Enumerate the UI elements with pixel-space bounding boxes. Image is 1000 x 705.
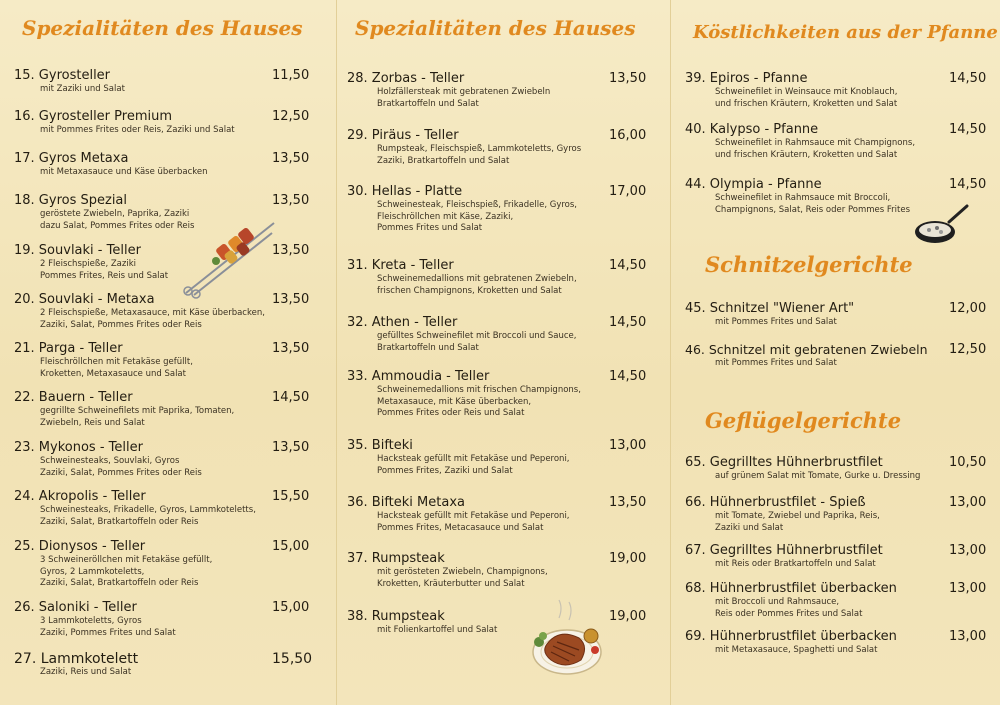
item-title: 66. Hühnerbrustfilet - Spieß	[685, 495, 866, 510]
menu-item-45	[685, 301, 990, 329]
item-price: 13,00	[949, 629, 987, 644]
item-title: 24. Akropolis - Teller	[14, 489, 146, 504]
menu-item-15	[14, 68, 314, 96]
item-title: 20. Souvlaki - Metaxa	[14, 292, 155, 307]
item-price: 13,00	[949, 543, 987, 558]
item-price: 19,00	[609, 609, 647, 624]
item-title: 39. Epiros - Pfanne	[685, 71, 808, 86]
menu-item-32	[347, 315, 652, 354]
item-description: Schweinefilet in Rahmsauce mit Champignons, und frischen Kräutern, Kroketten und Salat	[715, 138, 916, 160]
item-price: 14,50	[949, 122, 987, 137]
item-price: 13,00	[609, 438, 647, 453]
item-description: 3 Schweineröllchen mit Fetakäse gefüllt, Gyros, 2 Lammkoteletts, Zaziki, Salat, Bratkartoffeln oder Reis	[40, 555, 213, 588]
item-price: 12,50	[949, 342, 987, 357]
item-description: Holzfällersteak mit gebratenen Zwiebeln Bratkartoffeln und Salat	[377, 87, 551, 109]
menu-item-67	[685, 543, 990, 571]
item-title: 40. Kalypso - Pfanne	[685, 122, 819, 137]
item-price: 13,50	[272, 292, 310, 307]
item-description: 2 Fleischspieße, Metaxasauce, mit Käse überbacken, Zaziki, Salat, Pommes Frites oder Reis	[40, 308, 265, 330]
item-title: 23. Mykonos - Teller	[14, 440, 143, 455]
item-description: Schweinefilet in Rahmsauce mit Broccoli, Champignons, Salat, Reis oder Pommes Frites	[715, 193, 911, 215]
item-price: 17,00	[609, 184, 647, 199]
item-title: 46. Schnitzel mit gebratenen Zwiebeln	[685, 342, 928, 357]
item-description: Schweinemedallions mit frischen Champignons, Metaxasauce, mit Käse überbacken, Pommes Frites oder Reis und Salat	[377, 385, 581, 418]
item-price: 13,50	[272, 193, 310, 208]
item-description: mit Metaxasauce, Spaghetti und Salat	[715, 645, 878, 655]
section-heading-specialties: Spezialitäten des Hauses	[355, 16, 636, 40]
item-title: 16. Gyrosteller Premium	[14, 109, 172, 124]
item-title: 28. Zorbas - Teller	[347, 71, 465, 86]
item-description: mit Reis oder Bratkartoffeln und Salat	[715, 559, 876, 569]
item-price: 12,00	[949, 301, 987, 316]
menu-item-36	[347, 495, 652, 534]
item-description: mit Pommes Frites oder Reis, Zaziki und Salat	[40, 125, 235, 135]
item-price: 14,50	[609, 315, 647, 330]
steak-plate-illustration	[529, 598, 609, 680]
item-title: 31. Kreta - Teller	[347, 258, 454, 273]
item-price: 13,50	[609, 71, 647, 86]
section-heading-schnitzel: Schnitzelgerichte	[705, 252, 913, 277]
item-description: mit Broccoli und Rahmsauce, Reis oder Pommes Frites und Salat	[715, 597, 863, 619]
item-description: Schweinemedallions mit gebratenen Zwiebeln, frischen Champignons, Kroketten und Salat	[377, 274, 577, 296]
item-price: 16,00	[609, 128, 647, 143]
item-price: 13,50	[272, 151, 310, 166]
item-price: 13,50	[272, 341, 310, 356]
item-price: 13,00	[949, 495, 987, 510]
menu-item-17	[14, 151, 314, 179]
item-description: gefülltes Schweinefilet mit Broccoli und Sauce, Bratkartoffeln und Salat	[377, 331, 577, 353]
menu-item-66	[685, 495, 990, 534]
item-title: 29. Piräus - Teller	[347, 128, 459, 143]
menu-item-68	[685, 581, 990, 620]
item-price: 14,50	[609, 369, 647, 384]
item-title: 17. Gyros Metaxa	[14, 151, 129, 166]
item-title: 22. Bauern - Teller	[14, 390, 133, 405]
menu-item-69	[685, 629, 990, 657]
section-heading-pan-dishes: Köstlichkeiten aus der Pfanne	[693, 22, 998, 43]
item-price: 13,50	[272, 243, 310, 258]
item-title: 18. Gyros Spezial	[14, 193, 128, 208]
item-description: 3 Lammkoteletts, Gyros Zaziki, Pommes Frites und Salat	[40, 616, 176, 638]
item-title: 30. Hellas - Platte	[347, 184, 463, 199]
menu-item-29	[347, 128, 652, 167]
menu-column-left	[0, 0, 336, 705]
item-title: 19. Souvlaki - Teller	[14, 243, 141, 258]
item-price: 19,00	[609, 551, 647, 566]
item-title: 44. Olympia - Pfanne	[685, 177, 822, 192]
item-price: 10,50	[949, 455, 987, 470]
item-price: 15,50	[272, 489, 310, 504]
item-price: 14,50	[949, 71, 987, 86]
menu-item-26	[14, 600, 314, 639]
item-title: 67. Gegrilltes Hühnerbrustfilet	[685, 543, 883, 558]
item-title: 68. Hühnerbrustfilet überbacken	[685, 581, 897, 596]
item-description: gegrillte Schweinefilets mit Paprika, Tomaten, Zwiebeln, Reis und Salat	[40, 406, 235, 428]
item-description: mit Pommes Frites und Salat	[715, 358, 837, 368]
menu-item-22	[14, 390, 314, 429]
section-heading-poultry: Geflügelgerichte	[705, 408, 902, 433]
item-title: 69. Hühnerbrustfilet überbacken	[685, 629, 897, 644]
item-title: 27. Lammkotelett	[14, 651, 139, 667]
menu-column-right	[670, 0, 1000, 705]
menu-item-35	[347, 438, 652, 477]
item-price: 14,50	[272, 390, 310, 405]
section-heading-specialties: Spezialitäten des Hauses	[22, 16, 303, 40]
menu-item-16	[14, 109, 314, 137]
item-title: 26. Saloniki - Teller	[14, 600, 137, 615]
menu-item-37	[347, 551, 652, 590]
item-description: mit Zaziki und Salat	[40, 84, 125, 94]
item-price: 15,50	[272, 651, 313, 667]
item-description: Fleischröllchen mit Fetakäse gefüllt, Kroketten, Metaxasauce und Salat	[40, 357, 193, 379]
item-title: 32. Athen - Teller	[347, 315, 458, 330]
skewer-illustration	[182, 215, 278, 299]
menu-item-28	[347, 71, 652, 110]
item-title: 36. Bifteki Metaxa	[347, 495, 465, 510]
item-price: 14,50	[949, 177, 987, 192]
item-description: mit Folienkartoffel und Salat	[377, 625, 498, 635]
item-price: 13,50	[272, 440, 310, 455]
item-title: 38. Rumpsteak	[347, 609, 445, 624]
item-description: auf grünem Salat mit Tomate, Gurke u. Dressing	[715, 471, 921, 481]
item-title: 35. Bifteki	[347, 438, 413, 453]
item-description: Hacksteak gefüllt mit Fetakäse und Peperoni, Pommes Frites, Zaziki und Salat	[377, 454, 570, 476]
item-price: 15,00	[272, 600, 310, 615]
item-description: 2 Fleischspieße, Zaziki Pommes Frites, Reis und Salat	[40, 259, 169, 281]
menu-item-65	[685, 455, 990, 483]
item-price: 12,50	[272, 109, 310, 124]
item-description: Schweinesteak, Fleischspieß, Frikadelle, Gyros, Fleischröllchen mit Käse, Zaziki, Pommes Frites und Salat	[377, 200, 577, 233]
menu-item-30	[347, 184, 652, 235]
menu-item-25	[14, 539, 314, 590]
item-description: mit Tomate, Zwiebel und Paprika, Reis, Zaziki und Salat	[715, 511, 880, 533]
item-description: Schweinefilet in Weinsauce mit Knoblauch, und frischen Kräutern, Kroketten und Salat	[715, 87, 898, 109]
menu-item-27	[14, 651, 314, 679]
menu-item-31	[347, 258, 652, 297]
item-description: mit Metaxasauce und Käse überbacken	[40, 167, 208, 177]
menu-item-46	[685, 342, 990, 370]
item-price: 14,50	[609, 258, 647, 273]
item-title: 21. Parga - Teller	[14, 341, 123, 356]
item-title: 65. Gegrilltes Hühnerbrustfilet	[685, 455, 883, 470]
item-description: Schweinesteaks, Frikadelle, Gyros, Lammkoteletts, Zaziki, Salat, Bratkartoffeln oder Reis	[40, 505, 256, 527]
item-description: Rumpsteak, Fleischspieß, Lammkoteletts, Gyros Zaziki, Bratkartoffeln und Salat	[377, 144, 582, 166]
menu-item-24	[14, 489, 314, 528]
item-description: Schweinesteaks, Souvlaki, Gyros Zaziki, Salat, Pommes Frites oder Reis	[40, 456, 202, 478]
item-price: 13,00	[949, 581, 987, 596]
menu-item-39	[685, 71, 990, 110]
item-description: Hacksteak gefüllt mit Fetakäse und Peperoni, Pommes Frites, Metacasauce und Salat	[377, 511, 570, 533]
menu-item-23	[14, 440, 314, 479]
item-description: mit Pommes Frites und Salat	[715, 317, 837, 327]
item-price: 13,50	[609, 495, 647, 510]
menu-item-33	[347, 369, 652, 420]
item-title: 45. Schnitzel "Wiener Art"	[685, 301, 855, 316]
item-title: 37. Rumpsteak	[347, 551, 445, 566]
item-description: mit gerösteten Zwiebeln, Champignons, Kroketten, Kräuterbutter und Salat	[377, 567, 548, 589]
menu-item-40	[685, 122, 990, 161]
item-price: 15,00	[272, 539, 310, 554]
frying-pan-illustration	[913, 204, 969, 246]
item-title: 25. Dionysos - Teller	[14, 539, 146, 554]
item-description: Zaziki, Reis und Salat	[40, 667, 132, 677]
menu-column-middle	[336, 0, 670, 705]
item-description: geröstete Zwiebeln, Paprika, Zaziki dazu Salat, Pommes Frites oder Reis	[40, 209, 195, 231]
item-title: 15. Gyrosteller	[14, 68, 111, 83]
menu-item-21	[14, 341, 314, 380]
item-price: 11,50	[272, 68, 310, 83]
item-title: 33. Ammoudia - Teller	[347, 369, 490, 384]
